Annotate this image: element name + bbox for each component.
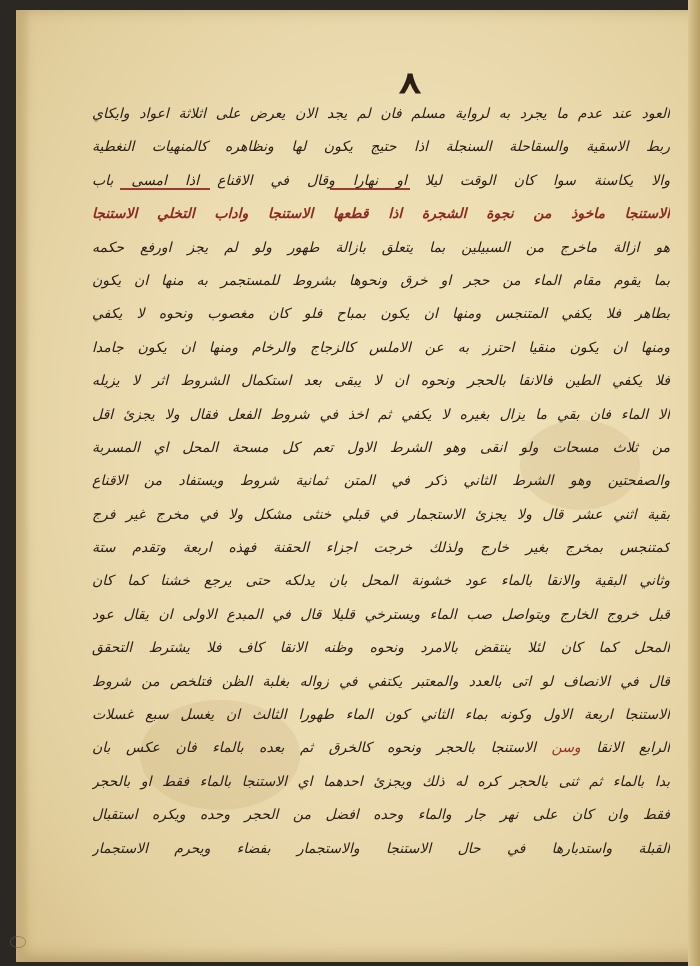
text-line: قال في الانصاف لو اتى بالعدد والمعتبر يكتفي في زواله بغلبة الظن فتلخص من شروط bbox=[92, 673, 670, 690]
text-line: الاستنجا ماخوذ من نجوة الشجرة اذا قطعها الاستنجا واداب التخلي الاستنجا bbox=[92, 206, 670, 223]
text-line: قبل خروج الخارج ويتواصل صب الماء ويسترخي قليلا قال في المبدع الاولى ان يقال عود bbox=[92, 606, 670, 623]
text-line: فلا يكفي الطين فالانقا بالحجر ونحوه ان لا يبقى بعد استكمال الشروط اثر لا يزيله bbox=[92, 373, 670, 390]
text-segment: الاستنجا بالحجر ونحوه كالخرق ثم بعده بالماء فان عكس بان bbox=[92, 740, 552, 757]
text-line: ربط الاسقية والسقاحلة السنجلة اذا حتيج يكون لها ونظاهره كالمنهيات النغطية bbox=[92, 139, 670, 156]
rubric-word: وسن bbox=[551, 740, 581, 757]
page-binding-edge bbox=[16, 10, 30, 962]
text-line: المحل كما كان لئلا ينتقض بالامرد ونحوه وظنه الانقا كاف فلا يشترط التحقق bbox=[92, 640, 670, 657]
folio-number: ٨ bbox=[398, 66, 422, 101]
marginal-mark bbox=[10, 936, 26, 948]
text-line: ومنها ان يكون منقيا احترز به عن الاملس كالزجاج والرخام ومنها ان يكون جامدا bbox=[92, 339, 670, 356]
text-line: كمتنجس بمخرج بغير خارج ولذلك خرجت اجزاء الحقنة فهذه اربعة وتقدم ستة bbox=[92, 540, 670, 557]
text-line: العود عند عدم ما يجرد به لرواية مسلم فان لم يجد الان يعرض على اثلاثة اعواد وايكاي bbox=[92, 106, 670, 122]
text-line bbox=[92, 732, 670, 765]
text-line: من ثلاث مسحات ولو انقى وهو الشرط الاول تعم كل مسحة المحل اي المسربة bbox=[92, 439, 670, 456]
text-line: فقط وان كان على نهر جار والماء وحده افضل من الحجر وحده ويكره استقبال bbox=[92, 807, 670, 824]
text-line: الا الماء فان بقي ما يزال بغيره لا يكفي ثم اخذ في شروط الفعل فقال ولا يجزئ اقل bbox=[92, 406, 670, 423]
text-line: بقية اثني عشر قال ولا يجزئ الاستجمار في قبلي خنثى مشكل ولا في مخرج غير فرج bbox=[92, 506, 670, 523]
adjacent-page-gutter bbox=[688, 0, 700, 966]
text-line: والصفحتين وهو الشرط الثاني ذكر في المتن ثمانية شروط ويستفاد من الاقناع bbox=[92, 473, 670, 490]
text-segment: الرابع الانقا bbox=[580, 740, 670, 757]
text-line: بما يقوم مقام الماء من حجر او خرق ونحوها بشروط للمستجمر به منها ان يكون bbox=[92, 272, 670, 289]
text-line: بطاهر فلا يكفي المتنجس ومنها ان يكون بمباح فلو كان مغصوب ونحوه لا يكفي bbox=[92, 306, 670, 323]
text-line: بدا بالماء ثم ثنى بالحجر كره له ذلك ويجزئ احدهما اي الاستنجا بالماء فقط او بالحجر bbox=[92, 773, 670, 790]
text-line: والا يكاسنة سوا كان الوقت ليلا او نهارا وقال في الاقناع اذا امسى باب bbox=[92, 172, 670, 189]
text-line: القبلة واستدبارها في حال الاستنجا والاستجمار بفضاء ويحرم الاستجمار bbox=[92, 840, 670, 857]
manuscript-text bbox=[92, 98, 670, 866]
text-line: الاستنجا اربعة الاول وكونه بماء الثاني كون الماء طهورا الثالث ان يغسل سبع غسلات bbox=[92, 707, 670, 724]
text-line: هو ازالة ماخرج من السبيلين بما يتعلق بازالة طهور ولو لم يجز اورفع حكمه bbox=[92, 239, 670, 256]
text-line: وثاني البقية والانقا بالماء عود خشونة المحل بان يدلكه حتى يرجع خشنا كما كان bbox=[92, 573, 670, 590]
